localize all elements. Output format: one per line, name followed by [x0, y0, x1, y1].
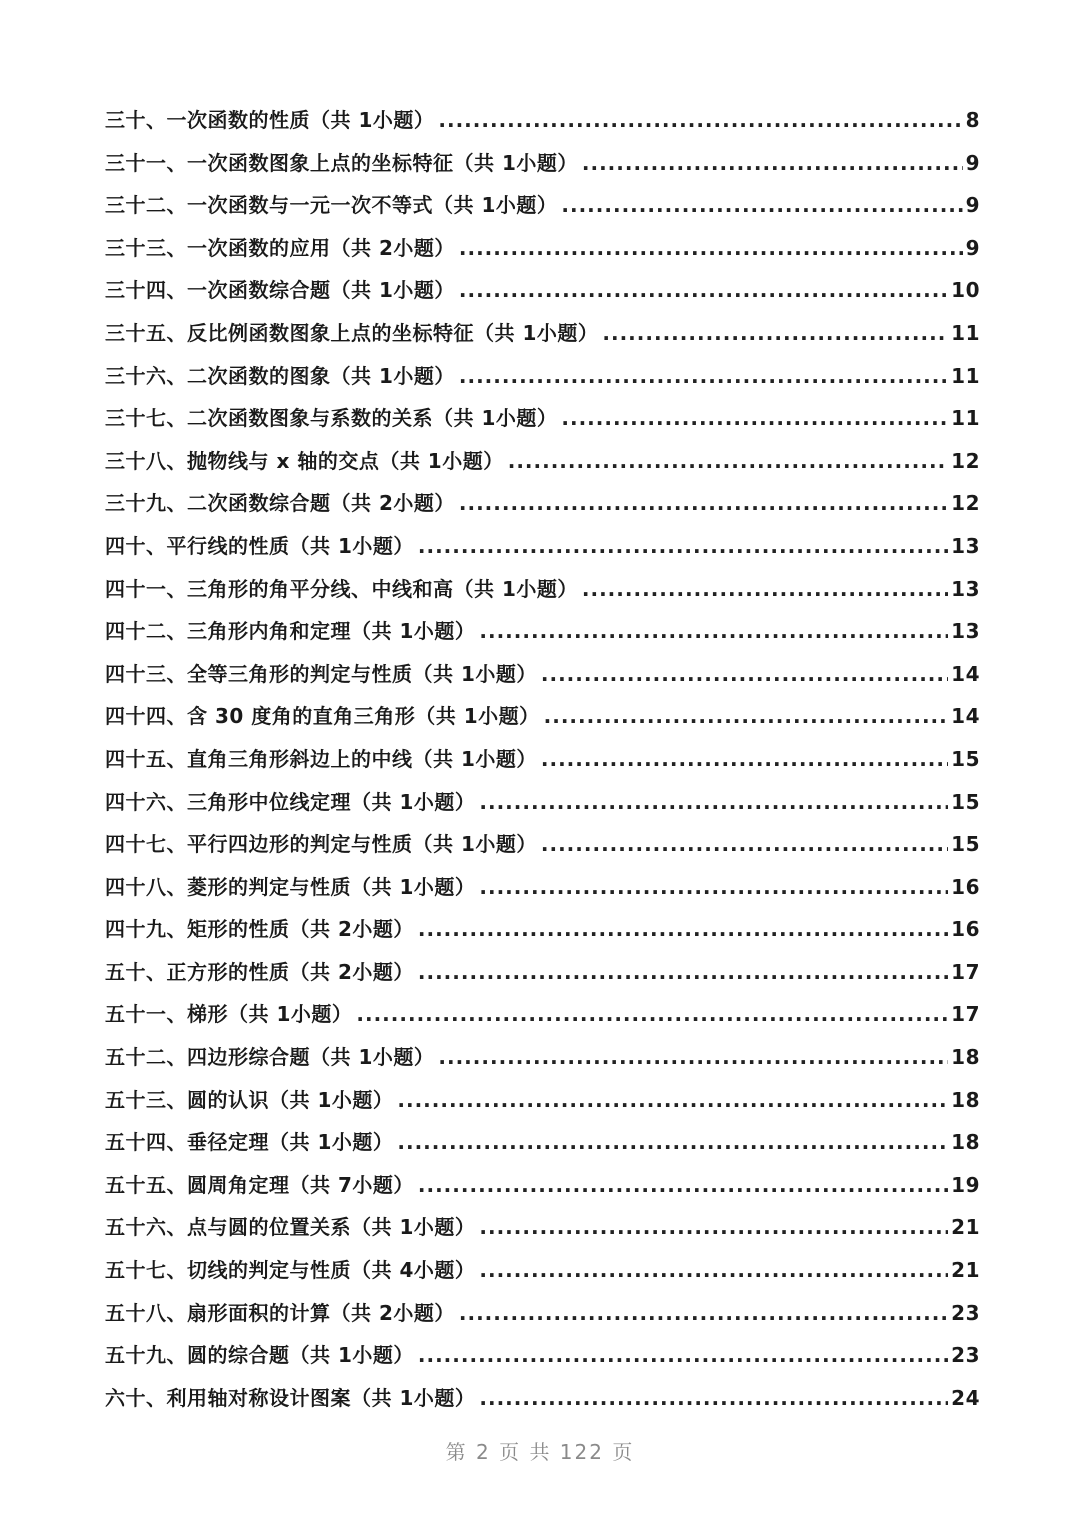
toc-entry[interactable] [105, 1126, 980, 1169]
table-of-contents [105, 104, 980, 1424]
toc-leader-dots [418, 1173, 948, 1197]
toc-entry-page: 15 [951, 832, 980, 857]
toc-leader-dots [582, 151, 963, 175]
toc-entry-title: 五十二、四边形综合题（共 1小题） [105, 1045, 435, 1070]
toc-leader-dots [418, 1343, 948, 1367]
toc-entry-title: 五十七、切线的判定与性质（共 4小题） [105, 1258, 476, 1283]
toc-leader-dots [397, 1130, 948, 1154]
toc-entry-title: 四十五、直角三角形斜边上的中线（共 1小题） [105, 746, 537, 771]
toc-leader-dots [356, 1002, 948, 1026]
toc-entry-title: 四十二、三角形内角和定理（共 1小题） [105, 619, 476, 644]
toc-entry-page: 18 [951, 1045, 980, 1070]
toc-entry-title: 五十一、梯形（共 1小题） [105, 1002, 353, 1027]
toc-entry[interactable] [105, 913, 980, 956]
toc-leader-dots [541, 832, 948, 856]
toc-entry-page: 21 [951, 1258, 980, 1283]
toc-leader-dots [459, 491, 948, 515]
toc-entry[interactable] [105, 658, 980, 701]
toc-entry-title: 四十八、菱形的判定与性质（共 1小题） [105, 874, 476, 899]
toc-entry[interactable] [105, 1297, 980, 1340]
toc-entry[interactable] [105, 487, 980, 530]
toc-entry-title: 三十二、一次函数与一元一次不等式（共 1小题） [105, 193, 558, 218]
toc-entry-page: 15 [951, 746, 980, 771]
toc-leader-dots [459, 236, 963, 260]
toc-entry[interactable] [105, 786, 980, 829]
toc-entry-title: 六十、利用轴对称设计图案（共 1小题） [105, 1385, 476, 1410]
toc-entry[interactable] [105, 700, 980, 743]
toc-entry[interactable] [105, 615, 980, 658]
toc-entry-title: 三十九、二次函数综合题（共 2小题） [105, 491, 455, 516]
toc-leader-dots [459, 1301, 948, 1325]
toc-entry-page: 12 [951, 491, 980, 516]
toc-entry[interactable] [105, 871, 980, 914]
toc-leader-dots [582, 577, 948, 601]
toc-entry-title: 五十六、点与圆的位置关系（共 1小题） [105, 1215, 476, 1240]
toc-entry-page: 11 [951, 320, 980, 345]
toc-entry-page: 13 [951, 619, 980, 644]
toc-entry[interactable] [105, 445, 980, 488]
toc-leader-dots [544, 704, 949, 728]
toc-leader-dots [479, 1386, 948, 1410]
toc-entry-title: 三十、一次函数的性质（共 1小题） [105, 108, 435, 132]
toc-entry-page: 14 [951, 661, 980, 686]
toc-entry-page: 15 [951, 789, 980, 814]
toc-leader-dots [418, 960, 948, 984]
toc-entry-title: 四十六、三角形中位线定理（共 1小题） [105, 789, 476, 814]
toc-entry-page: 19 [951, 1172, 980, 1197]
toc-entry[interactable] [105, 189, 980, 232]
toc-entry[interactable] [105, 530, 980, 573]
toc-leader-dots [459, 364, 948, 388]
toc-entry-page: 10 [951, 278, 980, 303]
toc-entry-page: 23 [951, 1343, 980, 1368]
toc-entry-page: 9 [965, 193, 980, 218]
toc-entry[interactable] [105, 360, 980, 403]
toc-entry[interactable] [105, 1382, 980, 1425]
toc-leader-dots [541, 747, 948, 771]
toc-leader-dots [418, 534, 948, 558]
toc-entry-title: 四十、平行线的性质（共 1小题） [105, 533, 414, 558]
toc-entry[interactable] [105, 573, 980, 616]
toc-entry[interactable] [105, 1211, 980, 1254]
toc-entry-title: 五十四、垂径定理（共 1小题） [105, 1130, 394, 1155]
toc-entry[interactable] [105, 956, 980, 999]
toc-entry[interactable] [105, 828, 980, 871]
toc-entry-title: 三十五、反比例函数图象上点的坐标特征（共 1小题） [105, 320, 599, 345]
toc-entry-title: 三十七、二次函数图象与系数的关系（共 1小题） [105, 406, 558, 431]
page-number-footer: 第 2 页 共 122 页 [445, 1440, 635, 1464]
toc-entry-title: 五十、正方形的性质（共 2小题） [105, 959, 414, 984]
toc-entry-page: 16 [951, 874, 980, 899]
toc-entry-title: 五十八、扇形面积的计算（共 2小题） [105, 1300, 455, 1325]
toc-entry-page: 9 [965, 235, 980, 260]
toc-leader-dots [397, 1088, 948, 1112]
toc-entry-page: 18 [951, 1087, 980, 1112]
toc-entry-page: 17 [951, 1002, 980, 1027]
toc-entry[interactable] [105, 274, 980, 317]
toc-entry[interactable] [105, 1339, 980, 1382]
toc-entry[interactable] [105, 147, 980, 190]
toc-leader-dots [459, 278, 948, 302]
toc-entry-page: 14 [951, 704, 980, 729]
toc-leader-dots [561, 193, 962, 217]
toc-leader-dots [479, 1215, 948, 1239]
toc-entry-title: 三十四、一次函数综合题（共 1小题） [105, 278, 455, 303]
toc-entry-page: 12 [951, 448, 980, 473]
toc-entry-title: 四十一、三角形的角平分线、中线和高（共 1小题） [105, 576, 578, 601]
toc-leader-dots [602, 321, 948, 345]
toc-leader-dots [508, 449, 948, 473]
toc-leader-dots [479, 875, 948, 899]
toc-leader-dots [541, 662, 948, 686]
toc-entry-page: 16 [951, 917, 980, 942]
toc-leader-dots [479, 1258, 948, 1282]
toc-entry-page: 13 [951, 533, 980, 558]
toc-entry[interactable] [105, 743, 980, 786]
toc-entry-title: 三十八、抛物线与 x 轴的交点（共 1小题） [105, 448, 504, 473]
toc-leader-dots [561, 406, 948, 430]
toc-entry[interactable] [105, 1169, 980, 1212]
toc-entry-title: 四十七、平行四边形的判定与性质（共 1小题） [105, 832, 537, 857]
toc-entry-page: 24 [951, 1385, 980, 1410]
toc-leader-dots [479, 790, 948, 814]
toc-entry-page: 17 [951, 959, 980, 984]
toc-entry-title: 五十五、圆周角定理（共 7小题） [105, 1172, 414, 1197]
toc-leader-dots [438, 108, 962, 132]
toc-entry-page: 11 [951, 363, 980, 388]
toc-entry-title: 三十一、一次函数图象上点的坐标特征（共 1小题） [105, 150, 578, 175]
toc-entry-title: 四十三、全等三角形的判定与性质（共 1小题） [105, 661, 537, 686]
toc-leader-dots [479, 619, 948, 643]
toc-entry[interactable] [105, 1041, 980, 1084]
toc-entry-title: 三十三、一次函数的应用（共 2小题） [105, 235, 455, 260]
toc-entry-title: 三十六、二次函数的图象（共 1小题） [105, 363, 455, 388]
toc-entry-title: 四十四、含 30 度角的直角三角形（共 1小题） [105, 704, 540, 729]
toc-entry[interactable] [105, 402, 980, 445]
toc-entry[interactable] [105, 998, 980, 1041]
toc-leader-dots [418, 917, 948, 941]
toc-entry-page: 18 [951, 1130, 980, 1155]
toc-entry-page: 8 [965, 108, 980, 132]
toc-entry-page: 23 [951, 1300, 980, 1325]
toc-entry[interactable] [105, 1254, 980, 1297]
toc-entry[interactable] [105, 232, 980, 275]
toc-entry-page: 11 [951, 406, 980, 431]
toc-entry-title: 四十九、矩形的性质（共 2小题） [105, 917, 414, 942]
toc-entry[interactable] [105, 104, 980, 147]
toc-leader-dots [438, 1045, 948, 1069]
toc-entry-title: 五十三、圆的认识（共 1小题） [105, 1087, 394, 1112]
toc-entry-title: 五十九、圆的综合题（共 1小题） [105, 1343, 414, 1368]
toc-entry-page: 9 [965, 150, 980, 175]
toc-entry[interactable] [105, 1084, 980, 1127]
toc-entry[interactable] [105, 317, 980, 360]
toc-entry-page: 21 [951, 1215, 980, 1240]
toc-entry-page: 13 [951, 576, 980, 601]
